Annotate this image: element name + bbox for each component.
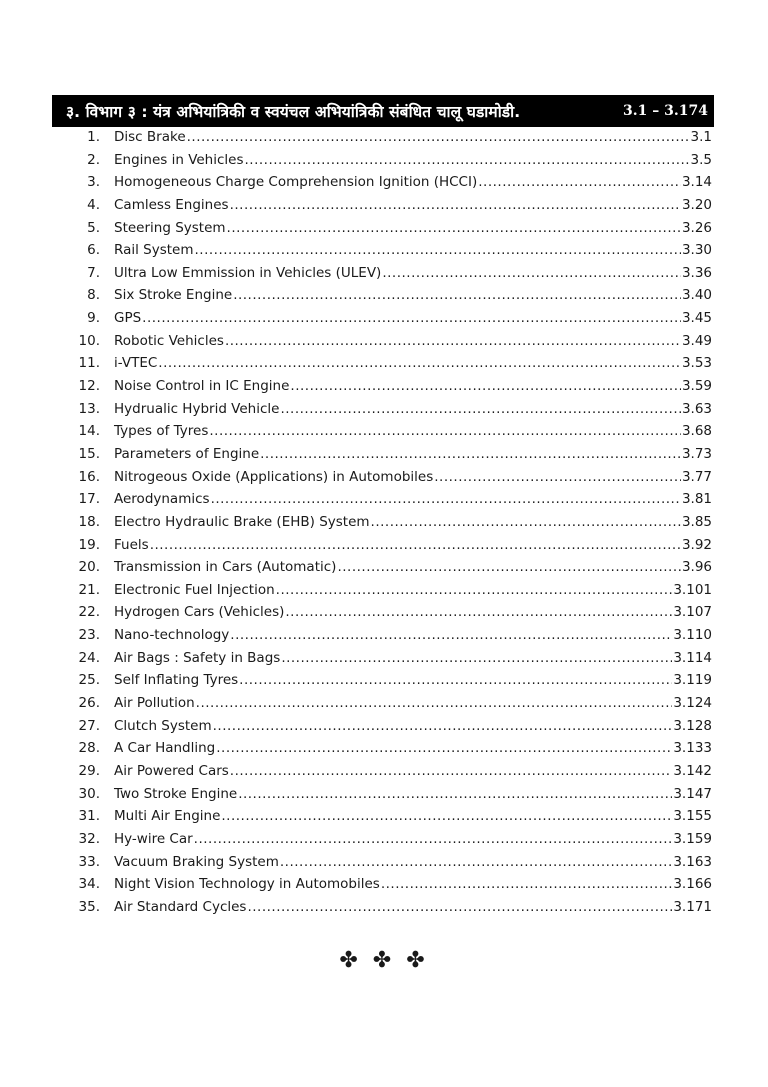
toc-entry-title: Electronic Fuel Injection <box>114 581 275 598</box>
dot-leader <box>233 287 681 303</box>
section-title: ३. विभाग ३ : यंत्र अभियांत्रिकी व स्वयंचल अभियांत्रिकी संबंधित चालू घडामोडी. <box>66 103 521 121</box>
toc-entry-title: Aerodynamics <box>114 491 210 508</box>
dot-leader <box>230 763 673 779</box>
toc-entry <box>70 876 712 899</box>
toc-entry-title: Nitrogeous Oxide (Applications) in Automobiles <box>114 468 434 485</box>
toc-entry-page: 3.142 <box>673 762 712 779</box>
toc-entry <box>70 695 712 718</box>
dot-leader <box>216 740 672 756</box>
toc-entry <box>70 152 712 175</box>
dot-leader <box>285 604 672 620</box>
dot-leader <box>213 718 673 734</box>
toc-entry-title: GPS <box>114 310 142 327</box>
toc-entry-title: Nano-technology <box>114 627 230 644</box>
toc-entry <box>70 423 712 446</box>
toc-entry-page: 3.96 <box>681 559 712 576</box>
toc-entry-page: 3.159 <box>673 830 712 847</box>
toc-entry-title: Air Standard Cycles <box>114 898 247 915</box>
toc-entry <box>70 333 712 356</box>
toc-entry-number: 22. <box>78 604 100 621</box>
toc-entry <box>70 469 712 492</box>
toc-entry-number: 11. <box>78 355 100 372</box>
toc-entry-page: 3.49 <box>681 332 712 349</box>
toc-entry-page: 3.36 <box>681 264 712 281</box>
toc-entry-number: 2. <box>87 151 100 168</box>
toc-entry-number: 30. <box>78 785 100 802</box>
toc-entry-page: 3.68 <box>681 423 712 440</box>
toc-entry <box>70 197 712 220</box>
toc-entry <box>70 491 712 514</box>
toc-entry-page: 3.85 <box>681 513 712 530</box>
toc-entry-page: 3.119 <box>673 672 712 689</box>
toc-entry-title: Transmission in Cars (Automatic) <box>114 559 337 576</box>
toc-entry-number: 29. <box>78 762 100 779</box>
toc-entry-page: 3.101 <box>673 581 712 598</box>
toc-entry-number: 7. <box>87 264 100 281</box>
toc-entry-number: 35. <box>78 898 100 915</box>
toc-entry-page: 3.107 <box>673 604 712 621</box>
toc-entry-number: 19. <box>78 536 100 553</box>
toc-entry-page: 3.114 <box>673 649 712 666</box>
toc-entry-page: 3.128 <box>673 717 712 734</box>
toc-entry <box>70 537 712 560</box>
dot-leader <box>194 831 673 847</box>
dot-leader <box>227 220 681 236</box>
dot-leader <box>245 152 690 168</box>
toc-entry-page: 3.26 <box>681 219 712 236</box>
toc-entry-number: 6. <box>87 242 100 259</box>
toc-entry-page: 3.53 <box>681 355 712 372</box>
toc-entry-page: 3.63 <box>681 400 712 417</box>
toc-entry-page: 3.77 <box>681 468 712 485</box>
toc-entry-number: 27. <box>78 717 100 734</box>
toc-entry-number: 31. <box>78 808 100 825</box>
table-of-contents <box>70 129 712 921</box>
toc-entry <box>70 740 712 763</box>
dot-leader <box>290 378 681 394</box>
toc-entry-title: Air Pollution <box>114 695 195 712</box>
dot-leader <box>239 672 672 688</box>
section-page-range: 3.1 – 3.174 <box>623 103 708 119</box>
toc-entry-title: Hydrualic Hybrid Vehicle <box>114 400 280 417</box>
toc-entry-title: Electro Hydraulic Brake (EHB) System <box>114 513 370 530</box>
toc-entry-number: 12. <box>78 378 100 395</box>
toc-entry <box>70 627 712 650</box>
toc-entry-number: 15. <box>78 445 100 462</box>
toc-entry <box>70 355 712 378</box>
toc-entry-number: 1. <box>87 129 100 145</box>
toc-entry-page: 3.147 <box>673 785 712 802</box>
dot-leader <box>478 174 681 190</box>
dot-leader <box>230 197 681 213</box>
toc-entry-page: 3.81 <box>681 491 712 508</box>
toc-entry <box>70 559 712 582</box>
toc-entry-title: Air Bags : Safety in Bags <box>114 649 281 666</box>
toc-entry <box>70 310 712 333</box>
dot-leader <box>196 695 673 711</box>
toc-entry-page: 3.166 <box>673 876 712 893</box>
toc-entry <box>70 899 712 922</box>
toc-entry <box>70 831 712 854</box>
dot-leader <box>209 423 681 439</box>
toc-entry-number: 4. <box>87 196 100 213</box>
dot-leader <box>247 899 672 915</box>
toc-entry-number: 10. <box>78 332 100 349</box>
toc-entry-page: 3.155 <box>673 808 712 825</box>
toc-entry-number: 28. <box>78 740 100 757</box>
dot-leader <box>211 491 681 507</box>
toc-entry-number: 21. <box>78 581 100 598</box>
toc-entry-number: 23. <box>78 627 100 644</box>
toc-entry-title: Hy-wire Car <box>114 830 193 847</box>
section-header-bar <box>52 95 714 127</box>
toc-entry-title: Fuels <box>114 536 149 553</box>
toc-entry <box>70 718 712 741</box>
toc-entry <box>70 287 712 310</box>
toc-entry-title: Disc Brake <box>114 129 186 145</box>
toc-entry-title: Noise Control in IC Engine <box>114 378 290 395</box>
toc-entry-title: Air Powered Cars <box>114 762 229 779</box>
toc-entry <box>70 763 712 786</box>
toc-entry-page: 3.171 <box>673 898 712 915</box>
toc-entry-number: 24. <box>78 649 100 666</box>
toc-entry <box>70 446 712 469</box>
dot-leader <box>281 650 672 666</box>
toc-entry-page: 3.59 <box>681 378 712 395</box>
toc-entry-number: 13. <box>78 400 100 417</box>
dot-leader <box>187 129 690 145</box>
toc-entry <box>70 514 712 537</box>
toc-entry-number: 34. <box>78 876 100 893</box>
toc-entry-page: 3.5 <box>690 151 712 168</box>
toc-entry <box>70 174 712 197</box>
toc-entry-number: 5. <box>87 219 100 236</box>
toc-entry-title: Engines in Vehicles <box>114 151 244 168</box>
toc-entry <box>70 129 712 152</box>
dot-leader <box>142 310 681 326</box>
toc-entry-title: Clutch System <box>114 717 212 734</box>
toc-entry-number: 9. <box>87 310 100 327</box>
toc-entry-page: 3.14 <box>681 174 712 191</box>
dot-leader <box>337 559 680 575</box>
toc-entry-title: Homogeneous Charge Comprehension Ignition (HCCI) <box>114 174 478 191</box>
toc-entry-page: 3.30 <box>681 242 712 259</box>
toc-entry-title: Multi Air Engine <box>114 808 221 825</box>
toc-entry-title: Rail System <box>114 242 194 259</box>
toc-entry-page: 3.133 <box>673 740 712 757</box>
toc-entry-page: 3.163 <box>673 853 712 870</box>
dot-leader <box>280 854 672 870</box>
toc-entry-page: 3.20 <box>681 196 712 213</box>
dot-leader <box>225 333 681 349</box>
toc-entry <box>70 808 712 831</box>
dot-leader <box>434 469 681 485</box>
toc-entry-title: Night Vision Technology in Automobiles <box>114 876 380 893</box>
toc-entry-title: Two Stroke Engine <box>114 785 238 802</box>
toc-entry-number: 20. <box>78 559 100 576</box>
toc-entry-number: 3. <box>87 174 100 191</box>
dot-leader <box>150 537 681 553</box>
toc-entry-title: Parameters of Engine <box>114 445 260 462</box>
toc-entry-page: 3.92 <box>681 536 712 553</box>
toc-entry-number: 14. <box>78 423 100 440</box>
toc-entry <box>70 650 712 673</box>
dot-leader <box>230 627 672 643</box>
toc-entry <box>70 378 712 401</box>
toc-entry <box>70 604 712 627</box>
toc-entry-title: Types of Tyres <box>114 423 209 440</box>
end-ornament: ✤ ✤ ✤ <box>339 948 429 973</box>
toc-entry <box>70 786 712 809</box>
toc-entry-title: Ultra Low Emmission in Vehicles (ULEV) <box>114 264 382 281</box>
toc-entry <box>70 582 712 605</box>
dot-leader <box>158 355 681 371</box>
dot-leader <box>382 265 681 281</box>
dot-leader <box>195 242 681 258</box>
toc-entry <box>70 265 712 288</box>
dot-leader <box>260 446 681 462</box>
toc-entry <box>70 401 712 424</box>
toc-entry-page: 3.124 <box>673 695 712 712</box>
toc-entry <box>70 220 712 243</box>
dot-leader <box>280 401 680 417</box>
toc-entry-title: Six Stroke Engine <box>114 287 233 304</box>
toc-entry-page: 3.40 <box>681 287 712 304</box>
dot-leader <box>381 876 673 892</box>
toc-entry-number: 32. <box>78 830 100 847</box>
toc-entry-title: i-VTEC <box>114 355 158 372</box>
toc-entry-title: Self Inflating Tyres <box>114 672 239 689</box>
toc-entry-number: 18. <box>78 513 100 530</box>
toc-entry-title: A Car Handling <box>114 740 216 757</box>
toc-entry-number: 16. <box>78 468 100 485</box>
toc-entry-number: 8. <box>87 287 100 304</box>
toc-entry-title: Vacuum Braking System <box>114 853 279 870</box>
toc-entry-page: 3.73 <box>681 445 712 462</box>
toc-entry-page: 3.45 <box>681 310 712 327</box>
dot-leader <box>238 786 672 802</box>
toc-entry-page: 3.1 <box>690 129 712 145</box>
toc-entry-number: 26. <box>78 695 100 712</box>
toc-entry-page: 3.110 <box>673 627 712 644</box>
toc-entry-number: 33. <box>78 853 100 870</box>
toc-entry-title: Steering System <box>114 219 226 236</box>
dot-leader <box>276 582 673 598</box>
dot-leader <box>221 808 672 824</box>
toc-entry-title: Robotic Vehicles <box>114 332 224 349</box>
toc-entry-title: Hydrogen Cars (Vehicles) <box>114 604 285 621</box>
toc-entry-number: 25. <box>78 672 100 689</box>
toc-entry <box>70 242 712 265</box>
toc-entry-title: Camless Engines <box>114 196 229 213</box>
toc-entry-number: 17. <box>78 491 100 508</box>
dot-leader <box>371 514 681 530</box>
toc-entry <box>70 854 712 877</box>
toc-entry <box>70 672 712 695</box>
